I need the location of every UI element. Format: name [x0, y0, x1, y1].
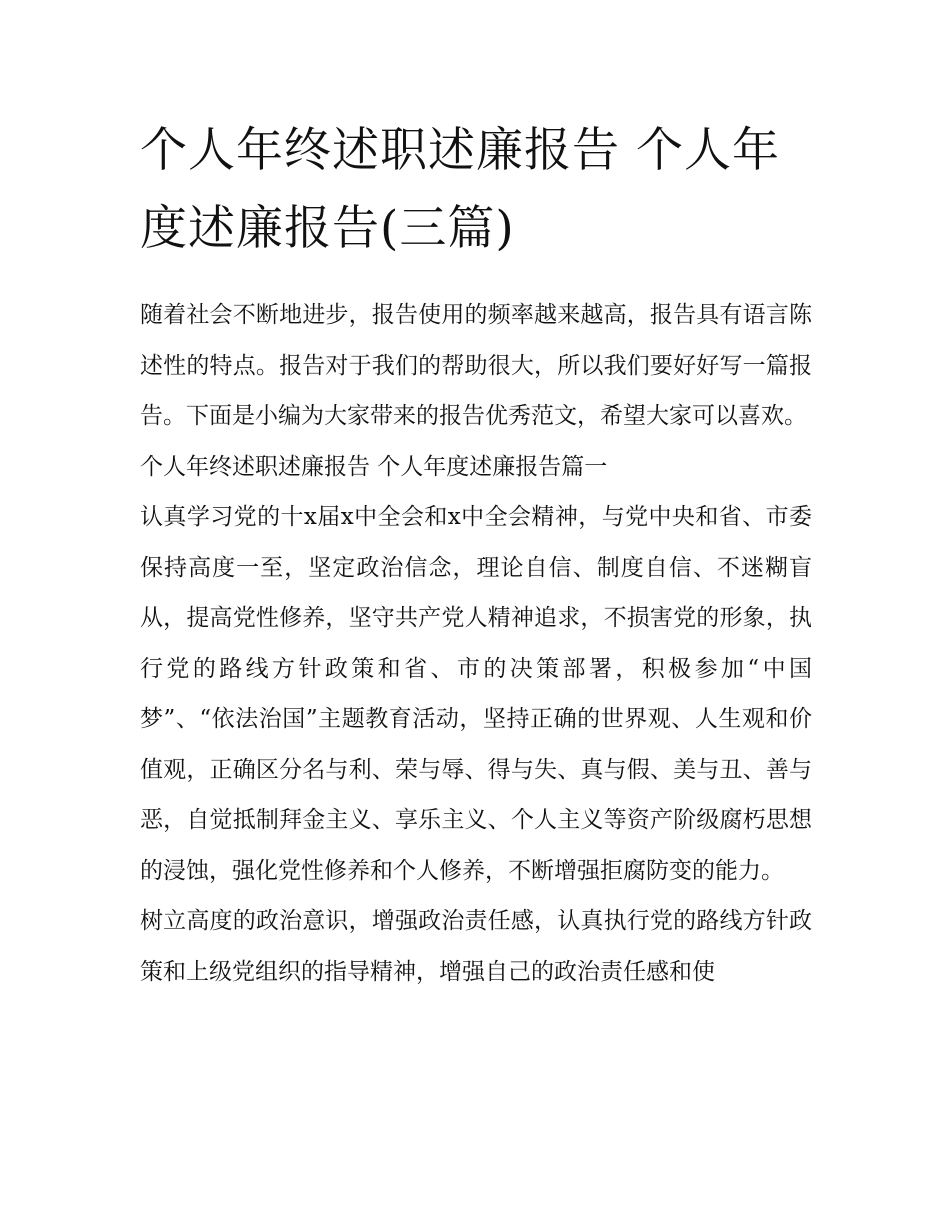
document-page: [140, 112, 812, 997]
document-title: 个人年终述职述廉报告 个人年度述廉报告(三篇): [140, 123, 780, 256]
body-paragraph-2: 树立高度的政治意识，增强政治责任感，认真执行党的路线方针政策和上级党组织的指导精神，增强自己的政治责任感和使: [140, 908, 812, 985]
body-paragraph-1: 认真学习党的十x届x中全会和x中全会精神，与党中央和省、市委保持高度一至，坚定政治信念，理论自信、制度自信、不迷糊盲从，提高党性修养，坚守共产党人精神追求，不损害党的形象，执行党的路线方针政策和省、市的决策部署，积极参加“中国梦”、“依法治国”主题教育活动，坚持正确的世界观、人生观和价值观，正确区分名与利、荣与辱、得与失、真与假、美与丑、善与恶，自觉抵制拜金主义、享乐主义、个人主义等资产阶级腐朽思想的浸蚀，强化党性修养和个人修养，不断增强拒腐防变的能力。: [140, 504, 812, 884]
section-heading: 个人年终述职述廉报告 个人年度述廉报告篇一: [140, 453, 608, 480]
intro-paragraph: 随着社会不断地进步，报告使用的频率越来越高，报告具有语言陈述性的特点。报告对于我们的帮助很大，所以我们要好好写一篇报告。下面是小编为大家带来的报告优秀范文，希望大家可以喜欢。: [140, 302, 812, 429]
